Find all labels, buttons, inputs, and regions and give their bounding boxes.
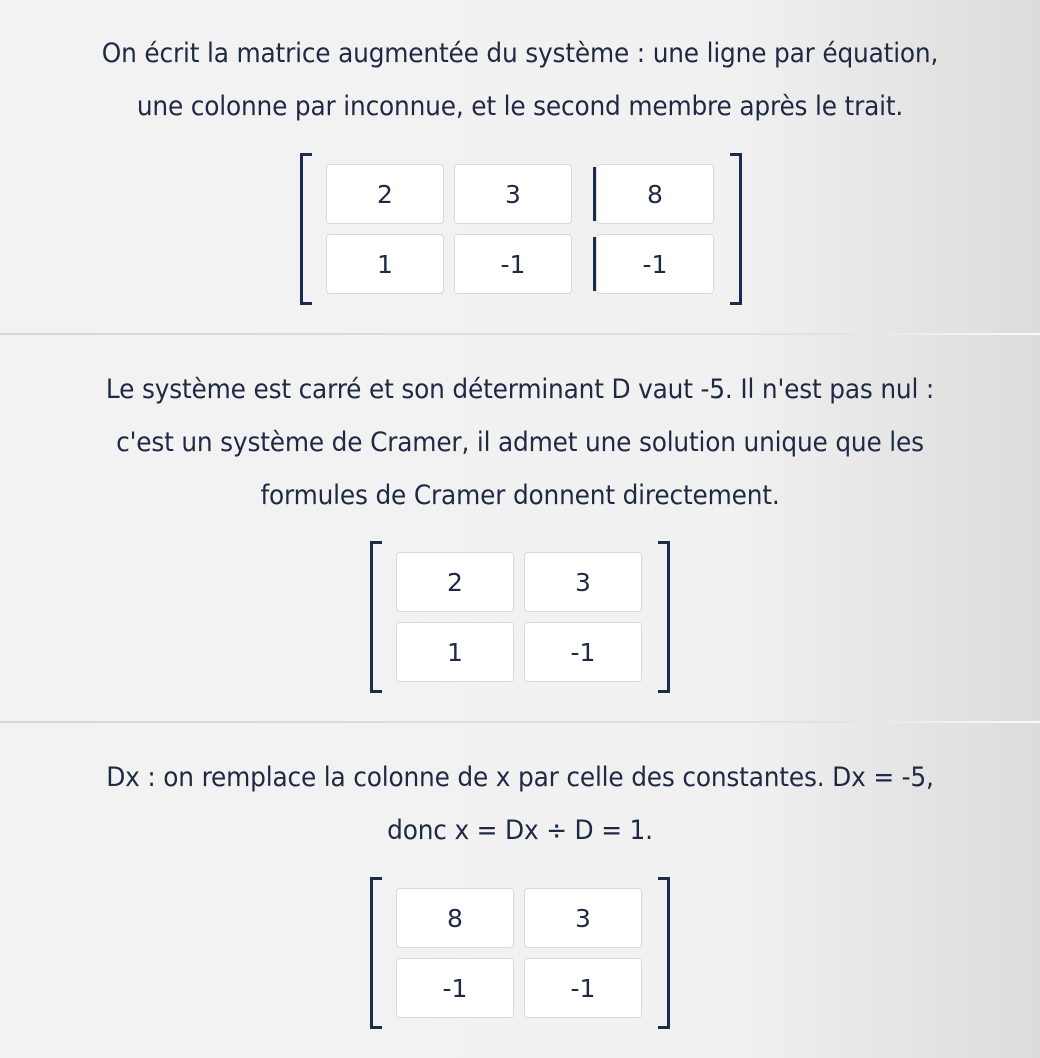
section-augmented-matrix xyxy=(0,0,1040,334)
matrix-cell: -1 xyxy=(596,234,714,294)
matrix-cell: -1 xyxy=(524,622,642,682)
matrix-cell: -1 xyxy=(396,958,514,1018)
explanation-text xyxy=(78,363,961,522)
matrix-cell: -1 xyxy=(524,958,642,1018)
left-bracket xyxy=(300,153,312,305)
right-bracket xyxy=(730,153,742,305)
text-line: une colonne par inconnue, et le second membre après le trait. xyxy=(136,91,904,122)
matrix-cell: 1 xyxy=(396,622,514,682)
text-line: donc x = Dx ÷ D = 1. xyxy=(387,815,653,846)
left-bracket xyxy=(370,541,382,693)
matrix-cell: -1 xyxy=(454,234,572,294)
right-bracket xyxy=(658,541,670,693)
matrix-cell: 3 xyxy=(454,164,572,224)
matrix-cell: 3 xyxy=(524,552,642,612)
matrix-cell: 2 xyxy=(396,552,514,612)
matrix-cell: 3 xyxy=(524,888,642,948)
text-line: Le système est carré et son déterminant D vaut -5. Il n'est pas nul : xyxy=(105,374,935,405)
explanation-text xyxy=(78,27,961,133)
text-line: c'est un système de Cramer, il admet une solution unique que les xyxy=(116,427,924,458)
text-line: Dx : on remplace la colonne de x par celle des constantes. Dx = -5, xyxy=(106,762,934,793)
text-line: On écrit la matrice augmentée du système : une ligne par équation, xyxy=(101,38,939,69)
left-bracket xyxy=(370,877,382,1029)
matrix-cell: 8 xyxy=(596,164,714,224)
augmented-matrix xyxy=(300,153,742,305)
matrix-cell: 8 xyxy=(396,888,514,948)
matrix-cell: 2 xyxy=(326,164,444,224)
text-line: formules de Cramer donnent directement. xyxy=(260,480,780,511)
section-dx xyxy=(0,723,1040,1058)
dx-matrix xyxy=(370,877,670,1029)
right-bracket xyxy=(658,877,670,1029)
section-determinant xyxy=(0,335,1040,721)
coefficient-matrix xyxy=(370,541,670,693)
explanation-text xyxy=(78,751,961,857)
matrix-cell: 1 xyxy=(326,234,444,294)
